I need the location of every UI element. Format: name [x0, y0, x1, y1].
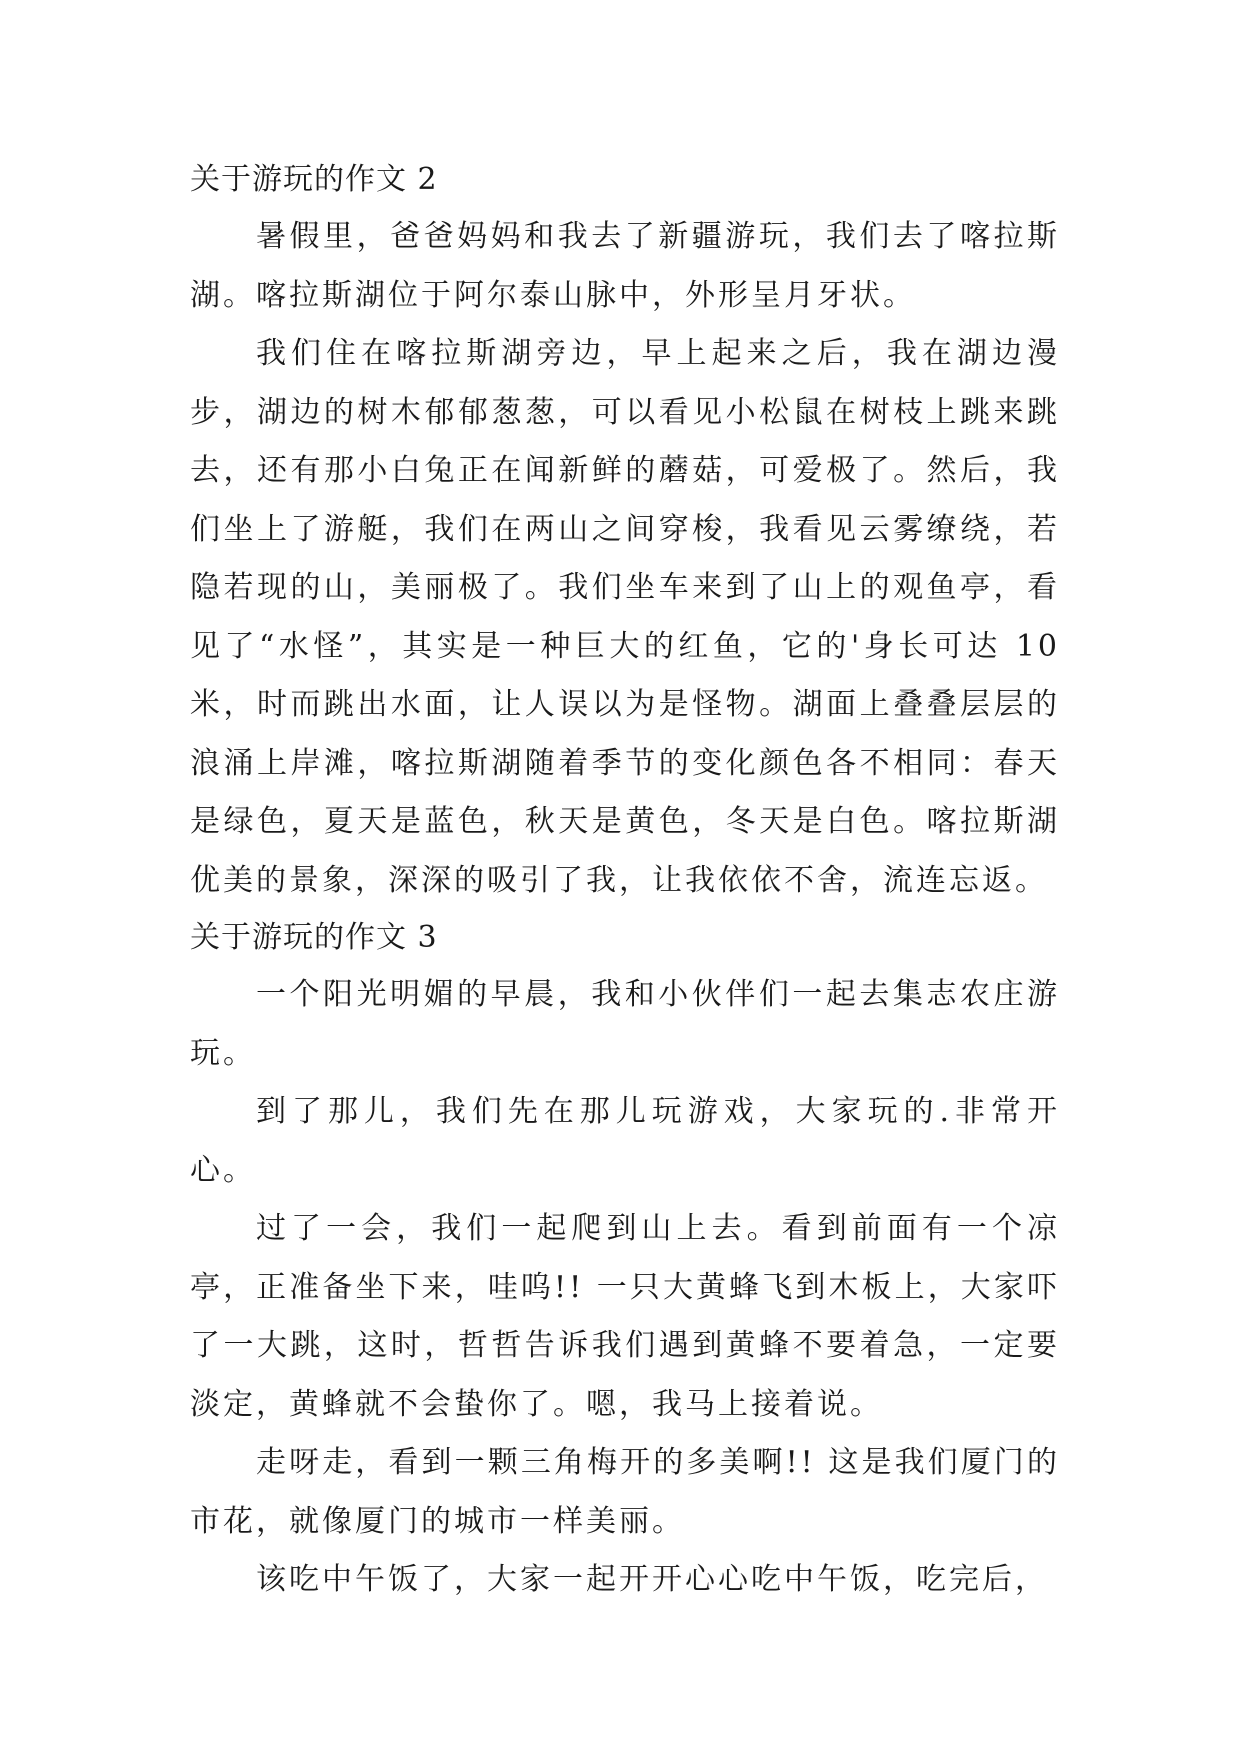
- section-heading: 关于游玩的作文 2: [190, 162, 438, 197]
- paragraph: 我们住在喀拉斯湖旁边，早上起来之后，我在湖边漫步，湖边的树木郁郁葱葱，可以看见小松鼠在树枝上跳来跳去，还有那小白兔正在闻新鲜的蘑菇，可爱极了。然后，我们坐上了游艇，我们在两山之间穿梭，我看见云雾缭绕，若隐若现的山，美丽极了。我们坐车来到了山上的观鱼亭，看见了“水怪”，其实是一种巨大的红鱼，它的'身长可达 10 米，时而跳出水面，让人误以为是怪物。湖面上叠叠层层的浪涌上岸滩，喀拉斯湖随着季节的变化颜色各不相同：春天是绿色，夏天是蓝色，秋天是黄色，冬天是白色。喀拉斯湖优美的景象，深深的吸引了我，让我依依不舍，流连忘返。: [190, 336, 1060, 898]
- paragraph: 一个阳光明媚的早晨，我和小伙伴们一起去集志农庄游玩。: [190, 977, 1060, 1071]
- section-heading: 关于游玩的作文 3: [190, 920, 438, 955]
- paragraph: 走呀走，看到一颗三角梅开的多美啊!! 这是我们厦门的市花，就像厦门的城市一样美丽。: [190, 1445, 1060, 1539]
- paragraph: 过了一会，我们一起爬到山上去。看到前面有一个凉亭，正准备坐下来，哇呜!! 一只大黄蜂飞到木板上，大家吓了一大跳，这时，哲哲告诉我们遇到黄蜂不要着急，一定要淡定，黄蜂就不会蛰你了。嗯，我马上接着说。: [190, 1211, 1060, 1422]
- document-body: [190, 152, 1060, 1610]
- paragraph: 到了那儿，我们先在那儿玩游戏，大家玩的.非常开心。: [190, 1094, 1060, 1188]
- paragraph: 该吃中午饭了，大家一起开开心心吃中午饭，吃完后，: [256, 1562, 1048, 1597]
- paragraph: 暑假里，爸爸妈妈和我去了新疆游玩，我们去了喀拉斯湖。喀拉斯湖位于阿尔泰山脉中，外形呈月牙状。: [190, 219, 1060, 313]
